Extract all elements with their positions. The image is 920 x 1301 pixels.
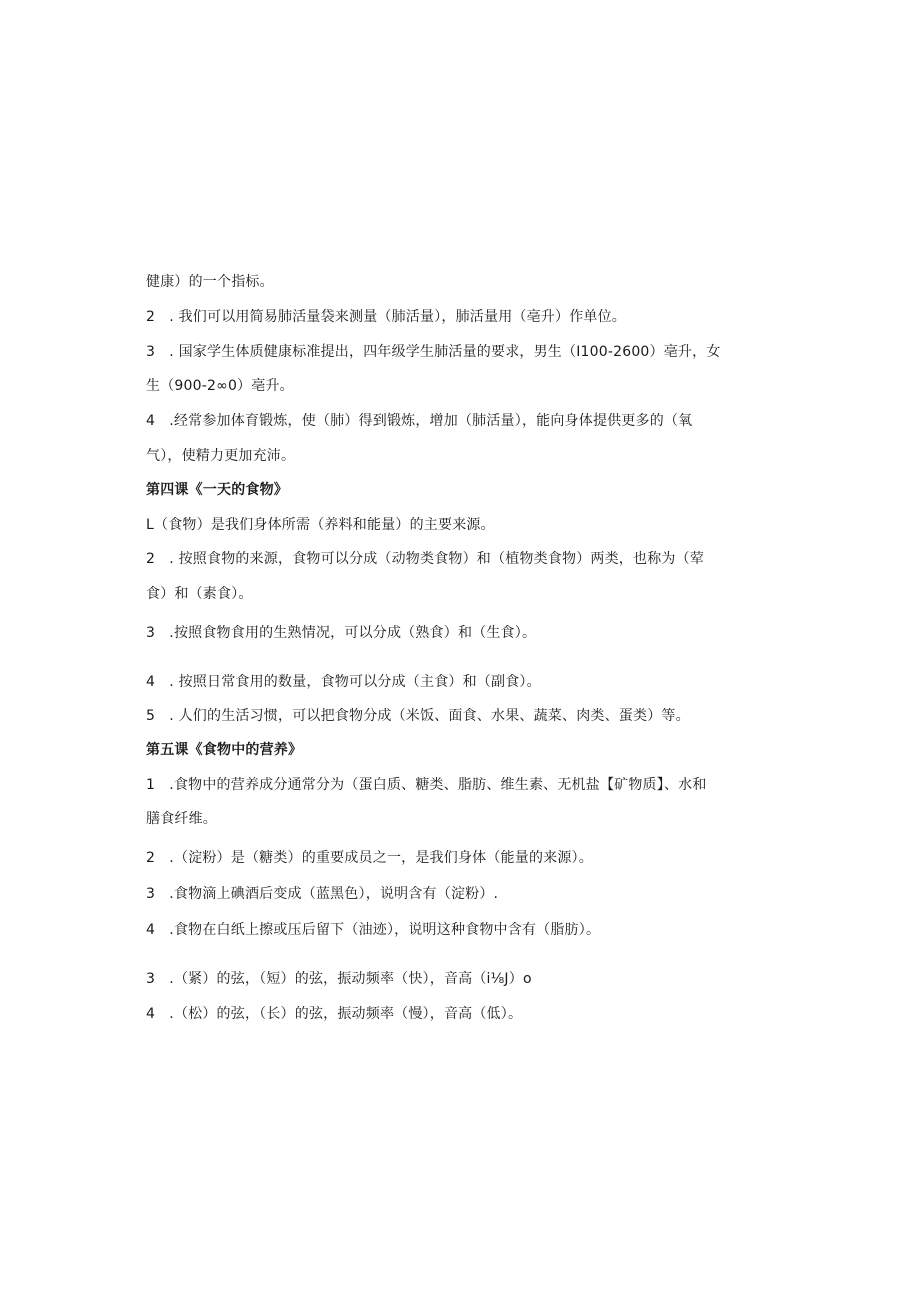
- text-line-meat-vegetarian: 食）和（素食）。: [146, 586, 253, 602]
- text-line-loose-string: 4 .（松）的弦，（长）的弦，振动频率（慢），音高（低）。: [146, 1006, 523, 1022]
- text-line-female-standard: 生（900-2∞0）亳升。: [146, 378, 294, 394]
- text-line-food-habits: 5 . 人们的生活习惯，可以把食物分成（米饭、面食、水果、蔬菜、肉类、蛋类）等。: [146, 708, 690, 724]
- text-line-cooked-raw: 3 .按照食物食用的生熟情况，可以分成（熟食）和（生食）。: [146, 625, 537, 641]
- text-line-dietary-fiber: 膳食纤维。: [146, 811, 217, 827]
- text-line-starch: 2 .（淀粉）是（糖类）的重要成员之一，是我们身体（能量的来源）。: [146, 850, 593, 866]
- text-line-lung-capacity-measure: 2 . 我们可以用简易肺活量袋来测量（肺活量），肺活量用（亳升）作单位。: [146, 309, 627, 325]
- lesson-5-heading: 第五课《食物中的营养》: [146, 742, 303, 758]
- text-line-tight-string: 3 .（紧）的弦，（短）的弦，振动频率（快），音高（i⅛J）o: [146, 971, 532, 987]
- text-line-staple-side: 4 . 按照日常食用的数量，食物可以分成（主食）和（副食）。: [146, 674, 541, 690]
- text-line-iodine-test: 3 .食物滴上碘酒后变成（蓝黑色），说明含有（淀粉）.: [146, 886, 499, 902]
- text-line-food-origin: 2 . 按照食物的来源，食物可以分成（动物类食物）和（植物类食物）两类，也称为（荤: [146, 551, 705, 567]
- text-line-food-source: L（食物）是我们身体所需（养料和能量）的主要来源。: [146, 517, 495, 533]
- text-line-national-standard: 3 . 国家学生体质健康标准提出，四年级学生肺活量的要求，男生（I100-2600）亳升，女: [146, 344, 721, 360]
- text-line-fat-test: 4 .食物在白纸上擦或压后留下（油迹），说明这种食物中含有（脂肪）。: [146, 922, 601, 938]
- lesson-4-heading: 第四课《一天的食物》: [146, 482, 288, 498]
- text-line-energy: 气），使精力更加充沛。: [146, 448, 296, 464]
- text-line-nutrients: 1 .食物中的营养成分通常分为（蛋白质、糖类、脂肪、维生素、无机盐【矿物质】、水和: [146, 777, 707, 793]
- text-line-health-indicator: 健康）的一个指标。: [146, 274, 274, 290]
- text-line-exercise: 4 .经常参加体育锻炼，使（肺）得到锻炼，增加（肺活量），能向身体提供更多的（氧: [146, 413, 693, 429]
